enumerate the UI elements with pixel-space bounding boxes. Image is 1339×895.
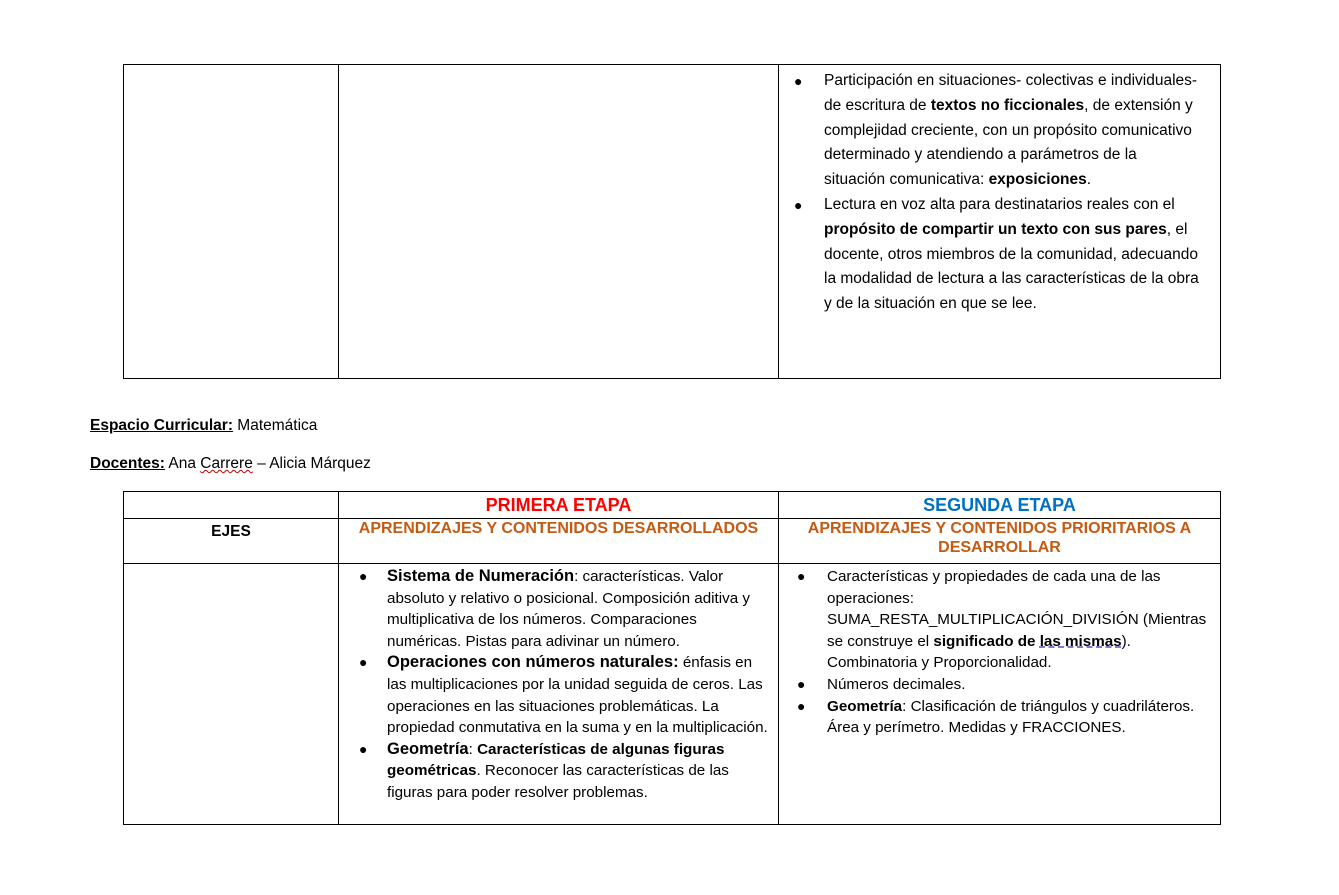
ejes-cell-empty	[124, 564, 339, 825]
espacio-curricular-label: Espacio Curricular:	[90, 417, 233, 434]
docentes-line: Docentes: Ana Carrere – Alicia Márquez	[90, 455, 371, 472]
contents-cell-empty	[339, 65, 779, 379]
list-item: ● Lectura en voz alta para destinatarios reales con el propósito de compartir un texto con sus pares, el docente, otros miembros de la comunidad, adecuando la modalidad de lectura a las características de la obra y de la situación en que se lee.	[824, 193, 1200, 317]
priority-list	[779, 65, 1220, 317]
spellcheck-word: Carrere	[200, 455, 253, 472]
bullet-icon: ●	[794, 73, 803, 89]
list-item: ● Operaciones con números naturales: énfasis en las multiplicaciones por la unidad seguida de ceros. Las operaciones en las situaciones problemáticas. La propiedad conmutativa en la suma y en la multiplicación.	[359, 653, 768, 737]
espacio-curricular-value: Matemática	[233, 417, 318, 434]
bullet-icon: ●	[359, 654, 368, 671]
priority-math-cell	[779, 564, 1221, 825]
grammar-underline: las mismas	[1039, 632, 1122, 650]
espacio-curricular-line	[90, 417, 317, 435]
bullet-icon: ●	[359, 568, 368, 584]
math-table	[123, 491, 1221, 825]
list-item: ● Geometría: Clasificación de triángulos y cuadriláteros. Área y perímetro. Medidas y FRACCIONES.	[797, 697, 1195, 737]
col2-header: APRENDIZAJES Y CONTENIDOS DESARROLLADOS	[339, 519, 779, 564]
bullet-icon: ●	[794, 196, 803, 213]
priority-contents-cell	[779, 65, 1221, 379]
bullet-icon: ●	[797, 675, 806, 692]
list-item: ● Características y propiedades de cada una de las operaciones: SUMA_RESTA_MULTIPLICACIÓN_DIVISIÓN (Mientras se construye el significado de las mismas). Combinatoria y Proporcionalidad.	[797, 568, 1207, 672]
bullet-icon: ●	[359, 740, 368, 757]
ejes-header: EJES	[124, 519, 339, 564]
list-item: ● Sistema de Numeración: características. Valor absoluto y relativo o posicional. Composición aditiva y multiplicativa de los números. Comparaciones numéricas. Pistas para adivinar un número.	[359, 567, 751, 650]
ejes-cell-empty	[124, 65, 339, 379]
language-table-continuation	[123, 64, 1221, 379]
bullet-icon: ●	[797, 697, 806, 714]
list-item: ● Participación en situaciones- colectivas e individuales- de escritura de textos no ficcionales, de extensión y complejidad creciente, con un propósito comunicativo determinado y atendiendo a parámetros de la situación comunicativa: exposiciones.	[824, 69, 1200, 193]
list-item: ● Geometría: Características de algunas figuras geométricas. Reconocer las características de las figuras para poder resolver problemas.	[359, 739, 729, 801]
stage-segunda-etapa: SEGUNDA ETAPA	[779, 492, 1221, 519]
stage-empty-cell	[124, 492, 339, 519]
stage-primera-etapa: PRIMERA ETAPA	[339, 492, 779, 519]
developed-list	[339, 564, 778, 804]
developed-contents-cell	[339, 564, 779, 825]
docentes-label: Docentes:	[90, 455, 165, 472]
bullet-icon: ●	[797, 568, 806, 584]
priority-math-list	[779, 564, 1220, 739]
col3-header: APRENDIZAJES Y CONTENIDOS PRIORITARIOS A DESARROLLAR	[779, 519, 1221, 564]
list-item: ● Números decimales.	[827, 674, 1212, 696]
